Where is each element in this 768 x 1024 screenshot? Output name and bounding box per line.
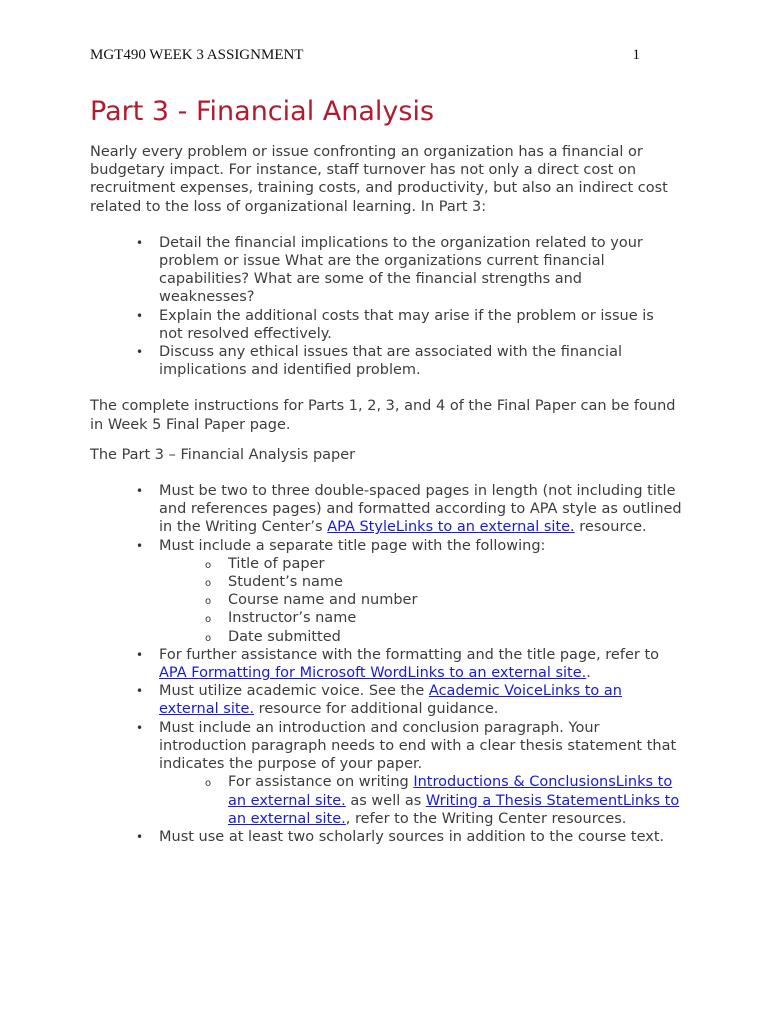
apa-formatting-link[interactable]: APA Formatting for Microsoft WordLinks to an external site. <box>159 665 587 682</box>
introductions-conclusions-link[interactable]: Introductions & ConclusionsLinks to an external site. <box>228 774 673 809</box>
list-item <box>228 773 682 828</box>
requirement-title-page <box>159 537 682 646</box>
list-item: • Discuss any ethical issues that are associated with the financial implications and identified problem. <box>159 343 682 379</box>
requirement-text: Must be two to three double-spaced pages in length (not including title and references pages) and formatted according to APA style as outlined in the Writing Center’s <box>159 483 682 536</box>
list-item: o Title of paper <box>228 555 682 573</box>
paper-intro-paragraph: The Part 3 – Financial Analysis paper <box>90 446 356 463</box>
requirement-intro-conclusion <box>159 719 682 828</box>
part3-bullet-list <box>90 234 682 380</box>
list-item: • Explain the additional costs that may arise if the problem or issue is not resolved effectively. <box>159 307 682 343</box>
document-body <box>90 143 682 846</box>
requirement-text: Must include an introduction and conclusion paragraph. Your introduction paragraph needs to end with a clear thesis statement that indicates the purpose of your paper. <box>159 719 677 773</box>
requirement-formatting <box>159 646 682 682</box>
requirement-text: For assistance on writing <box>228 774 414 791</box>
requirement-text: , refer to the Writing Center resources. <box>345 810 627 827</box>
requirements-list <box>90 482 682 846</box>
list-item: o Student’s name <box>228 573 682 591</box>
requirement-text: Must utilize academic voice. See the <box>159 683 429 700</box>
requirement-text: resource for additional guidance. <box>254 701 499 718</box>
requirement-length <box>159 482 682 537</box>
running-head <box>90 47 640 64</box>
requirement-sources: • Must use at least two scholarly sources in addition to the course text. <box>159 828 682 846</box>
requirement-text: as well as <box>345 792 426 809</box>
list-item: o Instructor’s name <box>228 609 682 627</box>
instructions-paragraph: The complete instructions for Parts 1, 2, 3, and 4 of the Final Paper can be found in Week 5 Final Paper page. <box>90 398 676 433</box>
title-page-sublist <box>159 555 682 646</box>
requirement-text: resource. <box>574 519 647 536</box>
requirement-text: . <box>586 665 591 682</box>
running-head-title: MGT490 WEEK 3 ASSIGNMENT <box>90 47 304 63</box>
requirement-text: For further assistance with the formatting and the title page, refer to <box>159 646 660 663</box>
document-title: Part 3 - Financial Analysis <box>90 96 435 127</box>
list-item: o Course name and number <box>228 591 682 609</box>
intro-conclusion-sublist <box>159 773 682 828</box>
academic-voice-link[interactable]: Academic VoiceLinks to an external site. <box>159 683 622 718</box>
requirement-voice <box>159 682 682 718</box>
apa-style-link[interactable]: APA StyleLinks to an external site. <box>327 519 575 536</box>
intro-paragraph: Nearly every problem or issue confronting an organization has a financial or budgetary impact. For instance, staff turnover has not only a direct cost on recruitment expenses, training costs, and productivity, but also an indirect cost related to the loss of organizational learning. In Part 3: <box>90 144 668 215</box>
list-item: o Date submitted <box>228 628 682 646</box>
thesis-statement-link[interactable]: Writing a Thesis StatementLinks to an external site. <box>228 792 680 827</box>
requirement-text: Must include a separate title page with the following: <box>159 537 546 554</box>
list-item: • Detail the financial implications to the organization related to your problem or issue What are the organizations current financial capabilities? What are some of the financial strengths and weaknesses? <box>159 234 682 307</box>
page-number: 1 <box>632 47 640 63</box>
